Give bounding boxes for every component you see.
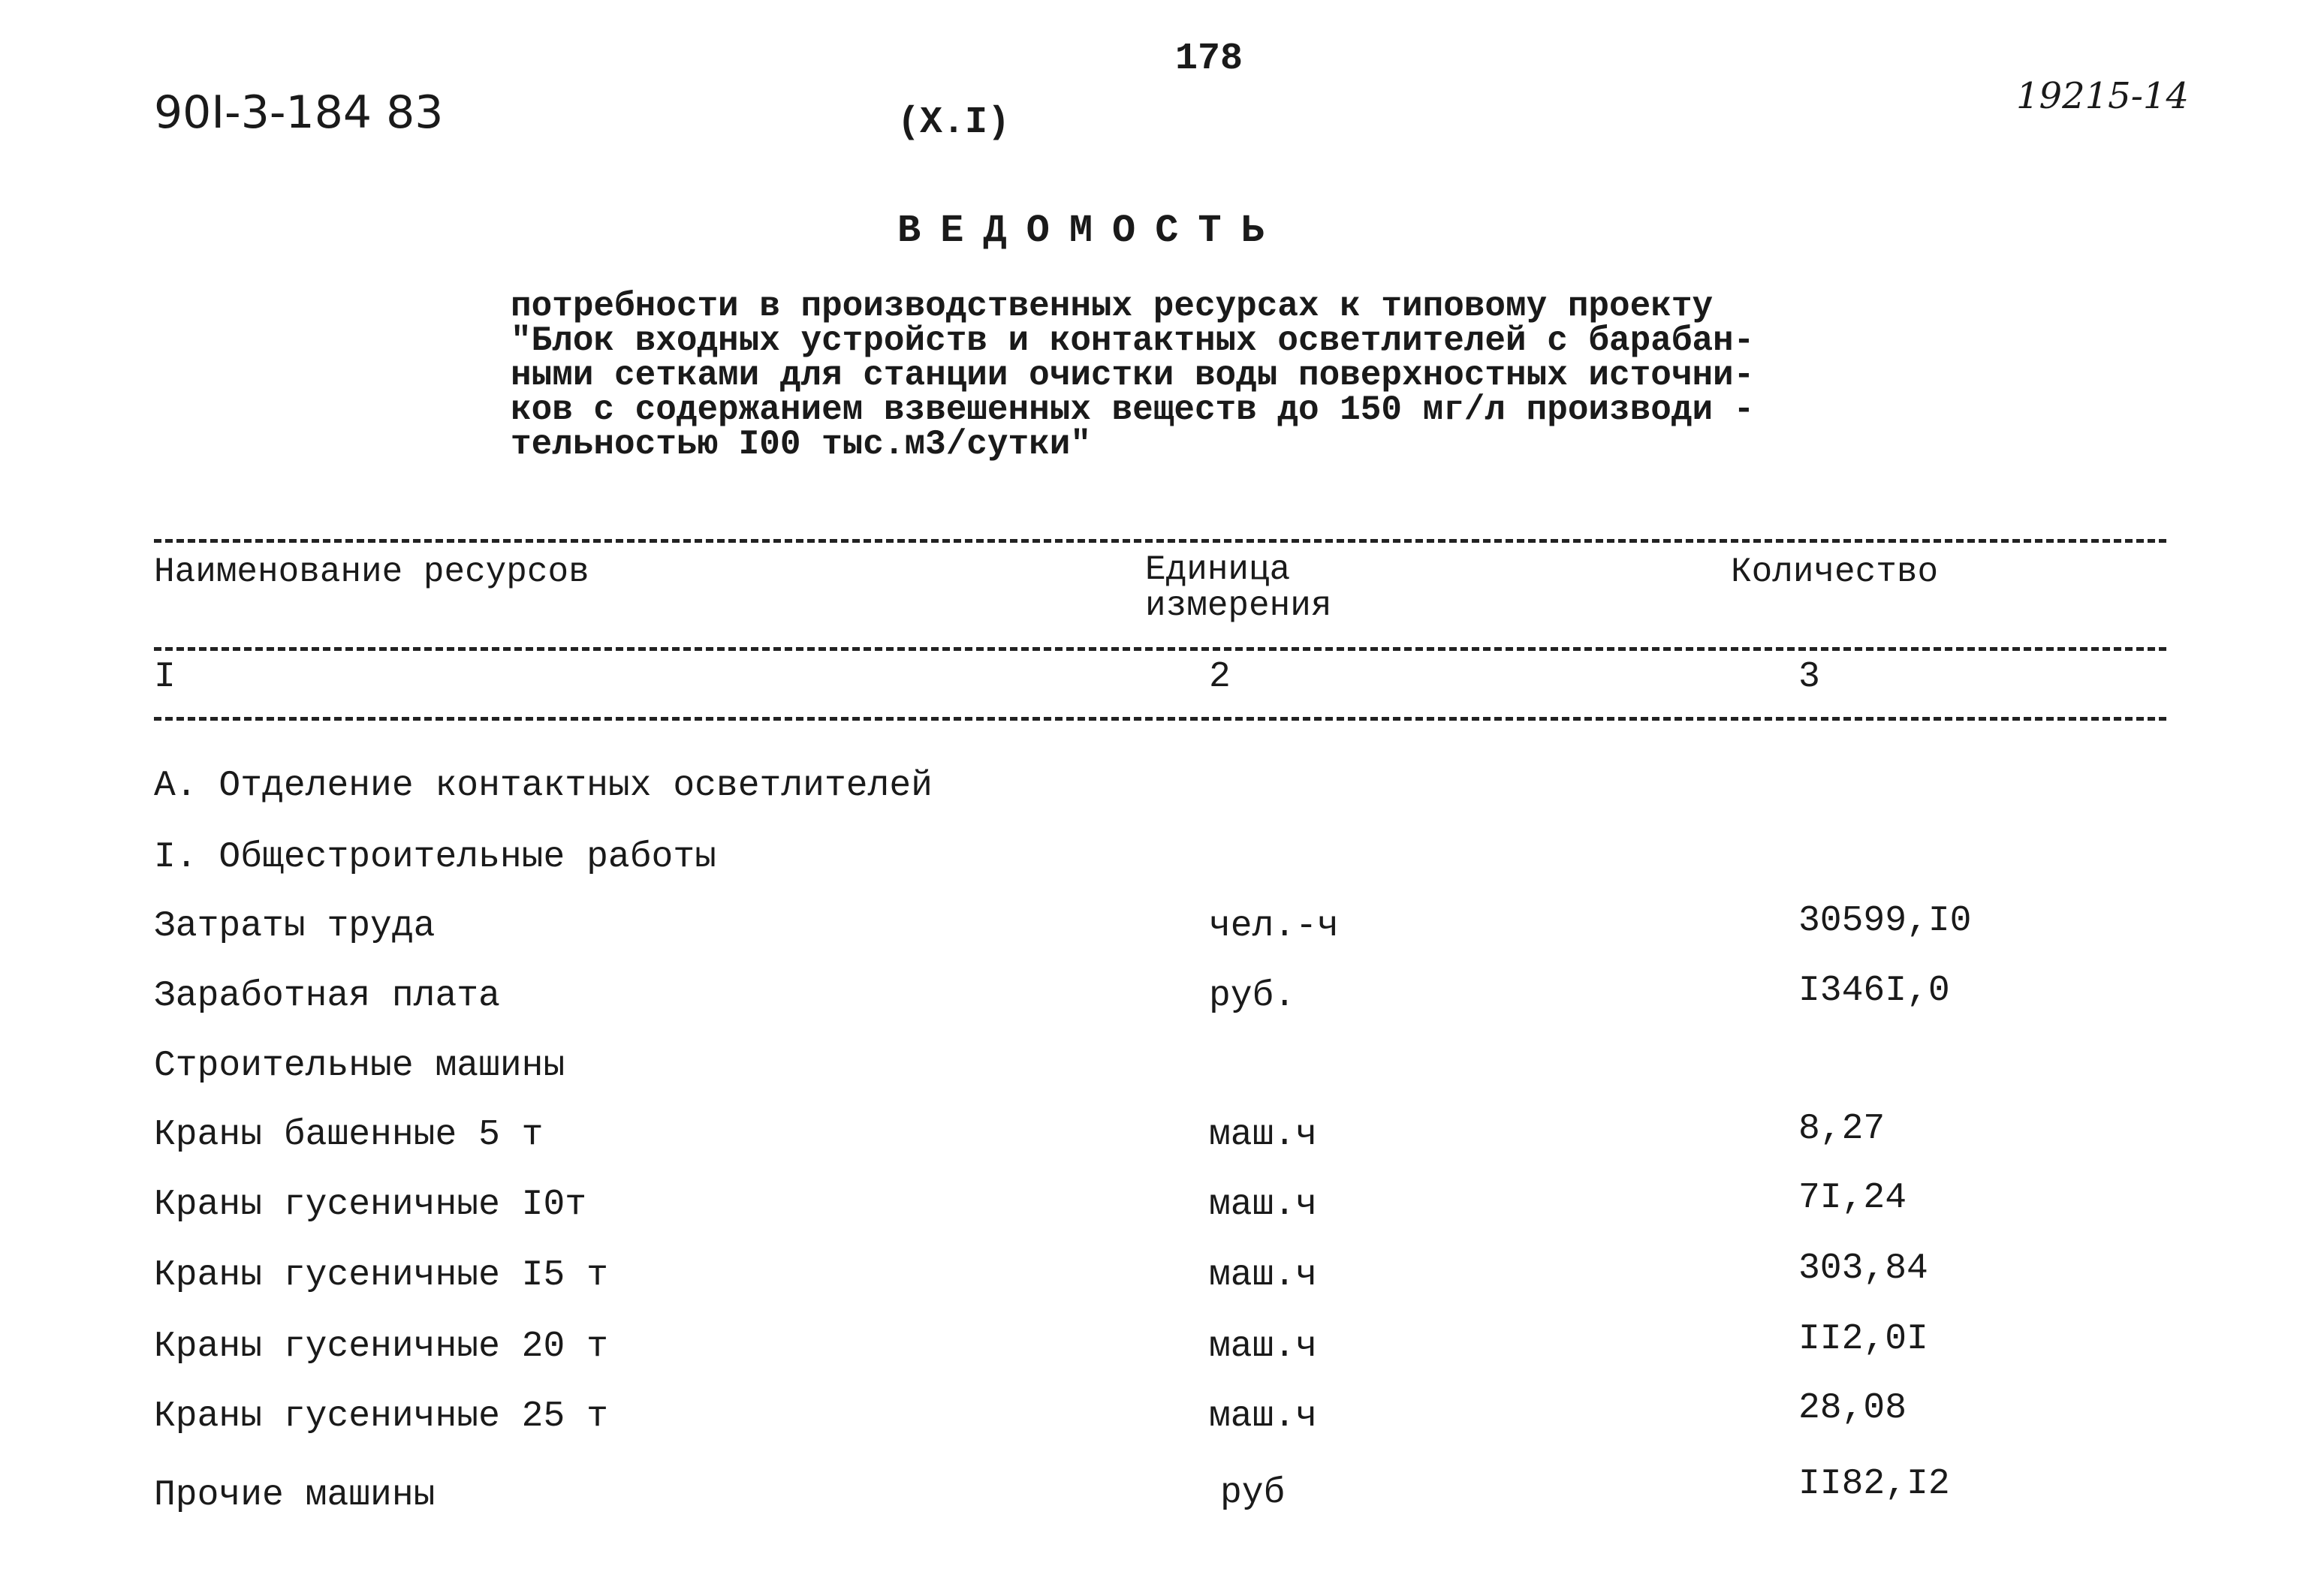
subtitle-line: тельностью I00 тыс.м3/сутки" — [511, 425, 1091, 464]
row-unit: маш.ч — [1209, 1115, 1318, 1155]
row-name: Затраты труда — [154, 906, 436, 947]
column-header-unit-line1: Единица — [1145, 550, 1291, 589]
inventory-number: 19215-14 — [2016, 75, 2189, 117]
document-code: 90I-3-184 83 — [154, 86, 444, 139]
subtitle-line: потребности в производственных ресурсах к типовому проекту — [511, 287, 1714, 326]
row-quantity: 303,84 — [1798, 1248, 1928, 1289]
section-heading-a: А. Отделение контактных осветлителей — [154, 766, 933, 806]
row-quantity: 28,08 — [1798, 1388, 1907, 1429]
column-number-2: 2 — [1209, 657, 1231, 697]
section-heading-1: I. Общестроительные работы — [154, 837, 716, 878]
page-number: 178 — [1175, 38, 1243, 80]
row-unit: маш.ч — [1209, 1255, 1318, 1296]
row-quantity: I346I,0 — [1798, 971, 1950, 1011]
column-header-quantity: Количество — [1731, 553, 1939, 592]
row-quantity: 30599,I0 — [1798, 901, 1972, 941]
subtitle-line: ными сетками для станции очистки воды поверхностных источни- — [511, 356, 1755, 395]
row-name: Краны гусеничные I0т — [154, 1185, 587, 1225]
row-name: Краны башенные 5 т — [154, 1115, 544, 1155]
row-quantity: 8,27 — [1798, 1109, 1885, 1149]
document-title: ВЕДОМОСТЬ — [897, 209, 1284, 253]
table-rule-header — [154, 647, 2166, 651]
table-rule-numbers — [154, 717, 2166, 721]
row-name: Краны гусеничные 25 т — [154, 1396, 608, 1437]
column-number-1: I — [154, 657, 176, 697]
row-unit: маш.ч — [1209, 1326, 1318, 1367]
column-header-unit — [1145, 552, 1331, 624]
row-name: Строительные машины — [154, 1046, 565, 1086]
row-name: Заработная плата — [154, 976, 500, 1016]
column-number-3: 3 — [1798, 657, 1820, 697]
column-header-name: Наименование ресурсов — [154, 553, 589, 592]
row-unit: руб. — [1209, 976, 1296, 1016]
table-rule-top — [154, 539, 2166, 543]
row-unit: руб — [1220, 1473, 1286, 1513]
subtitle-line: ков с содержанием взвешенных веществ до 150 мг/л производи - — [511, 390, 1755, 429]
row-name: Прочие машины — [154, 1475, 436, 1516]
subtitle-line: "Блок входных устройств и контактных осветлителей с барабан- — [511, 321, 1755, 360]
row-quantity: 7I,24 — [1798, 1178, 1907, 1218]
document-subtitle — [511, 289, 1754, 462]
row-unit: маш.ч — [1209, 1396, 1318, 1437]
sheet-marker: (X.I) — [897, 101, 1011, 144]
row-name: Краны гусеничные 20 т — [154, 1326, 608, 1367]
row-quantity: II82,I2 — [1798, 1464, 1950, 1504]
row-unit: маш.ч — [1209, 1185, 1318, 1225]
row-quantity: II2,0I — [1798, 1319, 1928, 1360]
row-unit: чел.-ч — [1209, 906, 1339, 947]
row-name: Краны гусеничные I5 т — [154, 1255, 608, 1296]
column-header-unit-line2: измерения — [1145, 586, 1332, 625]
